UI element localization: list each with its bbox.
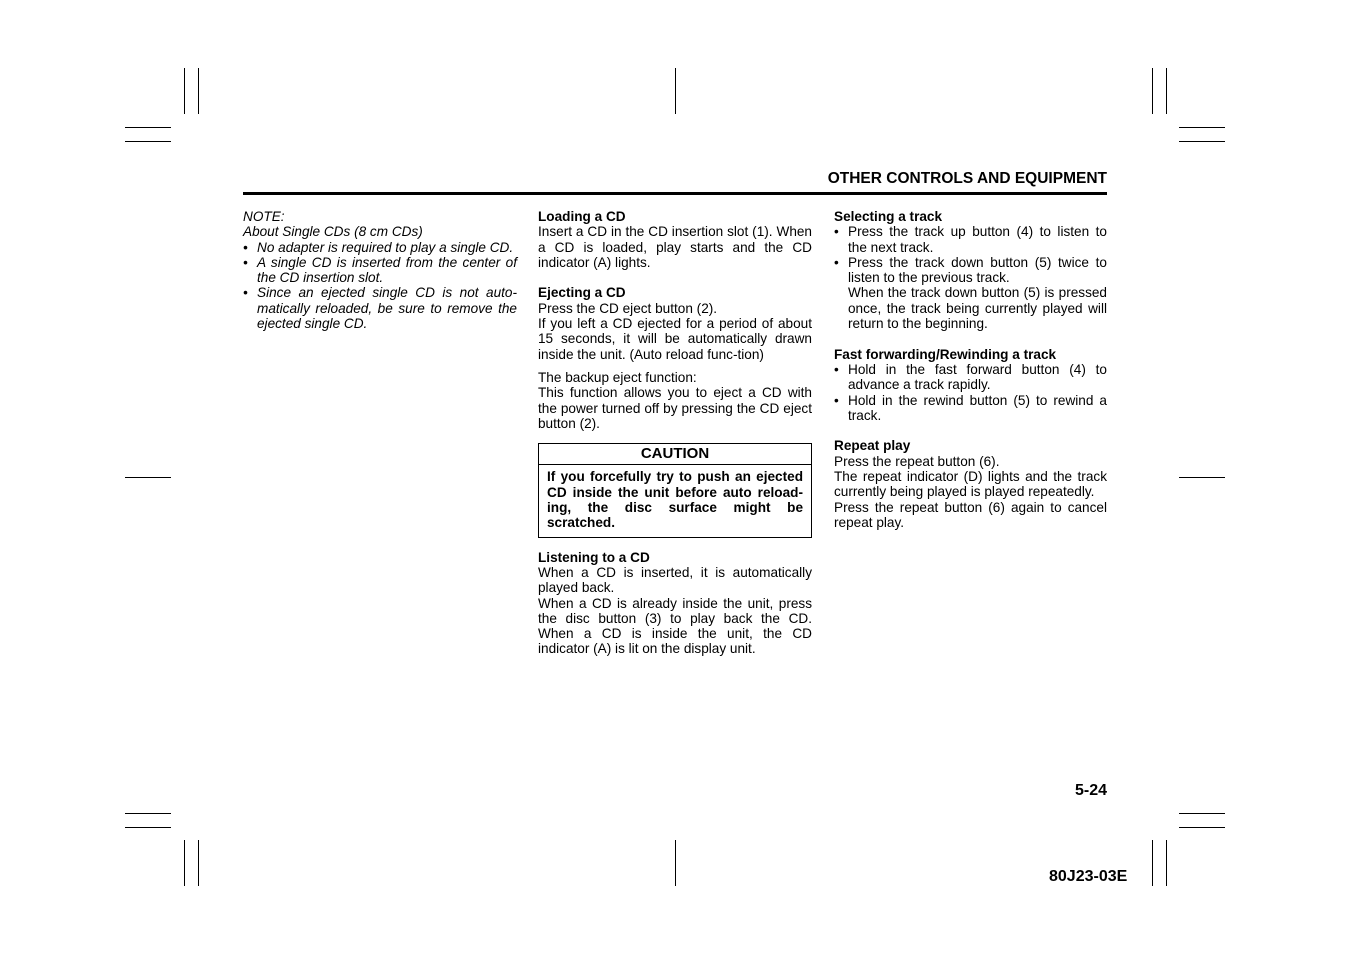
list-item: • Hold in the fast forward button (4) to advance a track rapidly. bbox=[834, 362, 1107, 393]
listening-text: When a CD is inserted, it is automatically played back. bbox=[538, 564, 812, 596]
repeat-text: Press the repeat button (6). bbox=[834, 453, 1000, 469]
crop-mark bbox=[1179, 127, 1225, 128]
crop-mark bbox=[1179, 141, 1225, 142]
listening-heading: Listening to a CD bbox=[538, 549, 650, 565]
crop-mark bbox=[1166, 840, 1167, 886]
note-subtitle: About Single CDs (8 cm CDs) bbox=[243, 224, 423, 240]
list-item: • No adapter is required to play a single CD. bbox=[243, 240, 517, 255]
fastforward-list bbox=[834, 362, 1107, 423]
middle-column bbox=[538, 209, 812, 657]
list-item: • Since an ejected single CD is not auto-matically reloaded, be sure to remove the ejected single CD. bbox=[243, 285, 517, 331]
selecting-list bbox=[834, 224, 1107, 331]
crop-mark bbox=[1179, 477, 1225, 478]
ejecting-text: If you left a CD ejected for a period of about 15 seconds, it will be automatically drawn inside the unit. (Auto reload func-tion) bbox=[538, 316, 812, 362]
caution-box bbox=[538, 443, 812, 537]
section-title: OTHER CONTROLS AND EQUIPMENT bbox=[827, 170, 1107, 187]
repeat-heading: Repeat play bbox=[834, 438, 911, 454]
loading-heading: Loading a CD bbox=[538, 209, 626, 224]
crop-mark bbox=[125, 127, 171, 128]
list-item: • Hold in the rewind button (5) to rewind a track. bbox=[834, 393, 1107, 424]
crop-mark bbox=[198, 840, 199, 886]
backup-text: This function allows you to eject a CD with the power turned off by pressing the CD eject button (2). bbox=[538, 385, 812, 431]
page-number: 5-24 bbox=[1074, 782, 1107, 799]
crop-mark bbox=[125, 813, 171, 814]
list-item: • Press the track up button (4) to listen to the next track. bbox=[834, 224, 1107, 255]
caution-text: If you forcefully try to push an ejected CD inside the unit before auto reload-ing, the disc surface might be scratched. bbox=[547, 469, 803, 531]
crop-mark bbox=[125, 827, 171, 828]
crop-mark bbox=[198, 68, 199, 114]
crop-mark bbox=[1166, 68, 1167, 114]
crop-mark bbox=[184, 840, 185, 886]
crop-mark bbox=[125, 141, 171, 142]
note-label: NOTE: bbox=[243, 209, 285, 224]
crop-mark bbox=[675, 840, 676, 886]
note-list bbox=[243, 240, 517, 332]
note-column bbox=[243, 209, 517, 331]
ejecting-heading: Ejecting a CD bbox=[538, 285, 626, 301]
selecting-heading: Selecting a track bbox=[834, 209, 943, 224]
header-divider bbox=[243, 192, 1107, 195]
list-item-text: Press the track down button (5) twice to listen to the previous track. bbox=[848, 254, 1107, 286]
repeat-text: Press the repeat button (6) again to cancel repeat play. bbox=[834, 499, 1107, 530]
backup-text: The backup eject function: bbox=[538, 369, 697, 385]
caution-heading: CAUTION bbox=[539, 444, 811, 465]
crop-mark bbox=[125, 477, 171, 478]
crop-mark bbox=[1179, 813, 1225, 814]
document-code: 80J23-03E bbox=[1049, 868, 1128, 885]
crop-mark bbox=[1152, 840, 1153, 886]
crop-mark bbox=[1152, 68, 1153, 114]
right-column bbox=[834, 209, 1107, 530]
repeat-text: The repeat indicator (D) lights and the track currently being played is played repeatedly. bbox=[834, 469, 1107, 500]
list-item bbox=[834, 255, 1107, 331]
loading-text: Insert a CD in the CD insertion slot (1). When a CD is loaded, play starts and the CD indicator (A) lights. bbox=[538, 224, 812, 270]
fastforward-heading: Fast forwarding/Rewinding a track bbox=[834, 346, 1057, 362]
list-item-extra: When the track down button (5) is pressed once, the track being currently played will return to the beginning. bbox=[848, 285, 1107, 332]
listening-text: When a CD is already inside the unit, press the disc button (3) to play back the CD. When a CD is inside the unit, the CD indicator (A) is lit on the display unit. bbox=[538, 595, 812, 657]
list-item: • A single CD is inserted from the center of the CD insertion slot. bbox=[243, 255, 517, 286]
crop-mark bbox=[1179, 827, 1225, 828]
crop-mark bbox=[184, 68, 185, 114]
ejecting-text: Press the CD eject button (2). bbox=[538, 300, 718, 316]
crop-mark bbox=[675, 68, 676, 114]
